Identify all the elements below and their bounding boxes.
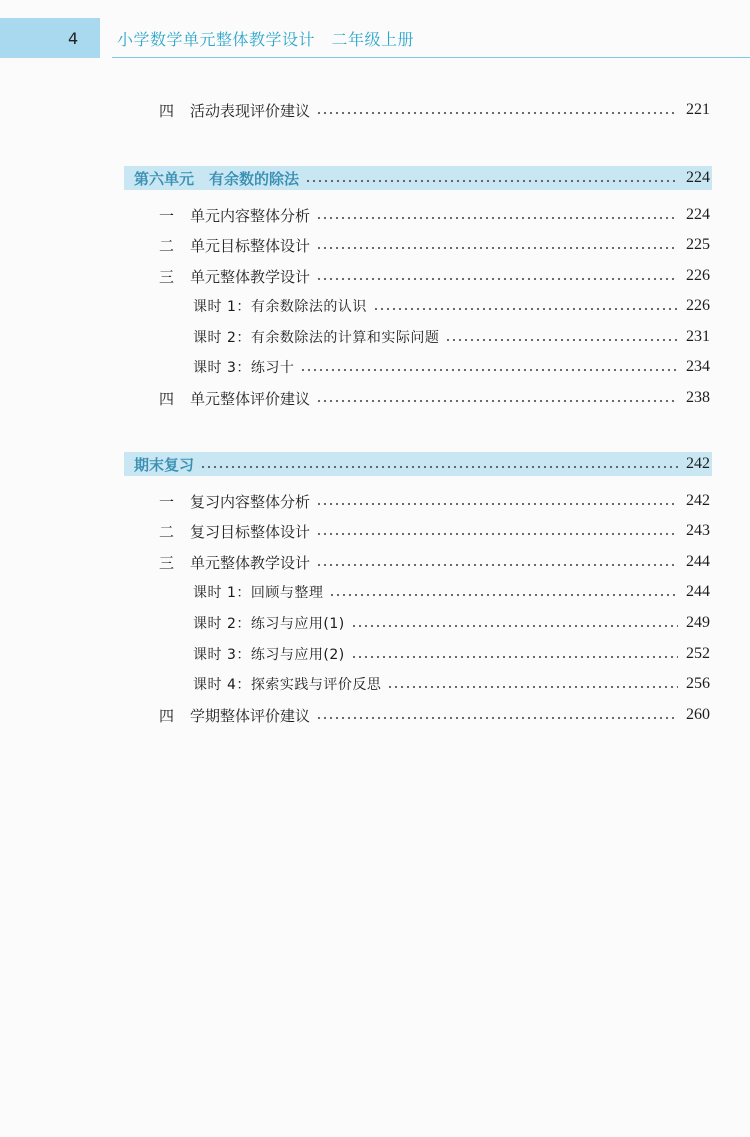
- toc-entry-title: 学期整体评价建议: [190, 706, 311, 725]
- toc-lesson-title: 课时 2：有余数除法的计算和实际问题: [193, 330, 440, 346]
- toc-entry-page: 225: [686, 236, 710, 253]
- header-divider: [112, 57, 750, 58]
- toc-entry-number: 三: [159, 553, 175, 572]
- dot-leader: [316, 210, 678, 220]
- toc-lesson-entry[interactable]: [193, 580, 710, 604]
- dot-leader: [351, 649, 678, 659]
- toc-entry-page: 238: [686, 389, 710, 406]
- dot-leader: [445, 332, 678, 342]
- dot-leader: [387, 679, 678, 689]
- unit-title: 期末复习: [134, 455, 195, 474]
- dot-leader: [316, 105, 678, 115]
- dot-leader: [316, 557, 678, 567]
- toc-entry-number: 三: [159, 267, 175, 286]
- dot-leader: [200, 459, 678, 469]
- unit-page: 242: [686, 455, 710, 472]
- dot-leader: [316, 526, 678, 536]
- toc-entry-title: 活动表现评价建议: [190, 101, 311, 120]
- unit-page: 224: [686, 169, 710, 186]
- toc-lesson-page: 256: [686, 675, 710, 692]
- toc-lesson-page: 249: [686, 614, 710, 631]
- dot-leader: [351, 618, 678, 628]
- toc-lesson-entry[interactable]: [193, 325, 710, 349]
- toc-entry-number: 二: [159, 236, 175, 255]
- dot-leader: [316, 393, 678, 403]
- toc-entry-title: 单元内容整体分析: [190, 206, 311, 225]
- toc-entry-page: 224: [686, 206, 710, 223]
- toc-lesson-page: 252: [686, 645, 710, 662]
- toc-entry[interactable]: [159, 264, 710, 288]
- toc-entry-number: 四: [159, 389, 175, 408]
- toc-lesson-title: 课时 1：回顾与整理: [193, 585, 324, 601]
- dot-leader: [305, 173, 678, 183]
- toc-entry-title: 复习目标整体设计: [190, 522, 311, 541]
- toc-entry-number: 一: [159, 206, 175, 225]
- unit-heading[interactable]: [134, 452, 710, 476]
- toc-lesson-entry[interactable]: [193, 355, 710, 379]
- dot-leader: [316, 710, 678, 720]
- toc-entry-number: 一: [159, 492, 175, 511]
- toc-entry[interactable]: [159, 519, 710, 543]
- toc-entry-page: 221: [686, 101, 710, 118]
- toc-lesson-page: 231: [686, 328, 710, 345]
- dot-leader: [316, 240, 678, 250]
- toc-entry-page: 260: [686, 706, 710, 723]
- toc-entry[interactable]: [159, 98, 710, 122]
- toc-lesson-entry[interactable]: [193, 642, 710, 666]
- toc-entry[interactable]: [159, 489, 710, 513]
- toc-entry-title: 单元目标整体设计: [190, 236, 311, 255]
- page-number: 4: [68, 29, 79, 48]
- toc-entry-number: 二: [159, 522, 175, 541]
- toc-entry[interactable]: [159, 703, 710, 727]
- toc-entry-title: 单元整体教学设计: [190, 267, 311, 286]
- toc-lesson-title: 课时 1：有余数除法的认识: [193, 299, 367, 315]
- toc-lesson-title: 课时 3：练习十: [193, 360, 295, 376]
- unit-heading[interactable]: [134, 166, 710, 190]
- dot-leader: [329, 587, 678, 597]
- toc-entry[interactable]: [159, 386, 710, 410]
- page-number-tab: [0, 18, 100, 58]
- dot-leader: [316, 496, 678, 506]
- toc-entry-page: 243: [686, 522, 710, 539]
- dot-leader: [316, 271, 678, 281]
- toc-entry-number: 四: [159, 101, 175, 120]
- toc-entry[interactable]: [159, 233, 710, 257]
- toc-entry[interactable]: [159, 203, 710, 227]
- toc-entry-title: 单元整体评价建议: [190, 389, 311, 408]
- toc-lesson-title: 课时 4：探索实践与评价反思: [193, 677, 382, 693]
- book-title: 小学数学单元整体教学设计 二年级上册: [117, 30, 415, 49]
- toc-entry-title: 单元整体教学设计: [190, 553, 311, 572]
- dot-leader: [300, 362, 678, 372]
- toc-lesson-title: 课时 2：练习与应用(1): [193, 616, 345, 632]
- toc-lesson-page: 244: [686, 583, 710, 600]
- toc-entry[interactable]: [159, 550, 710, 574]
- toc-entry-page: 242: [686, 492, 710, 509]
- unit-title: 第六单元 有余数的除法: [134, 169, 300, 188]
- toc-entry-page: 244: [686, 553, 710, 570]
- toc-lesson-page: 226: [686, 297, 710, 314]
- toc-lesson-title: 课时 3：练习与应用(2): [193, 647, 345, 663]
- dot-leader: [373, 301, 678, 311]
- toc-entry-number: 四: [159, 706, 175, 725]
- toc-lesson-page: 234: [686, 358, 710, 375]
- toc-entry-page: 226: [686, 267, 710, 284]
- toc-lesson-entry[interactable]: [193, 294, 710, 318]
- toc-lesson-entry[interactable]: [193, 611, 710, 635]
- toc-lesson-entry[interactable]: [193, 672, 710, 696]
- toc-entry-title: 复习内容整体分析: [190, 492, 311, 511]
